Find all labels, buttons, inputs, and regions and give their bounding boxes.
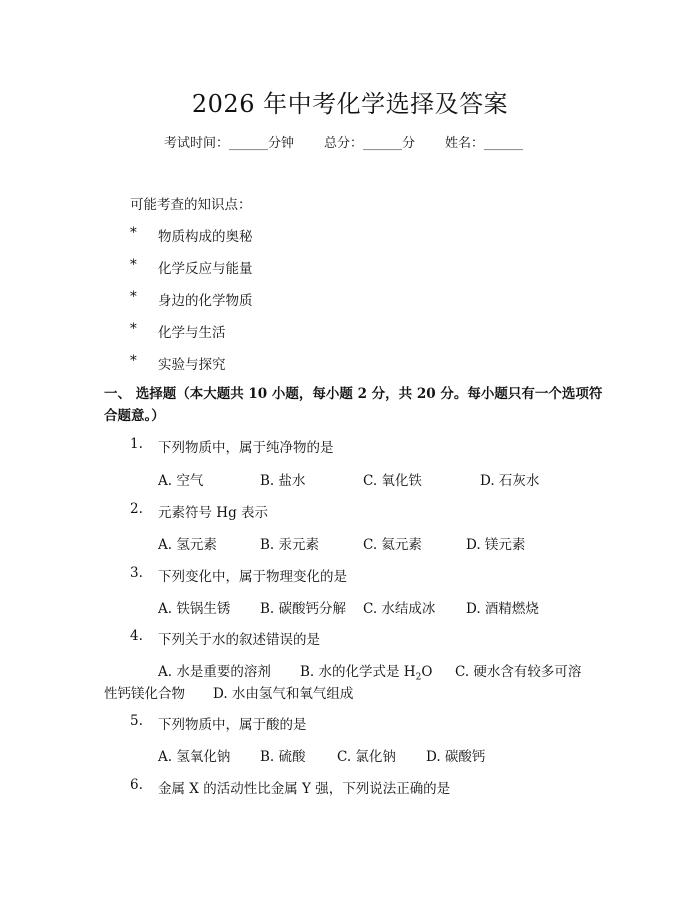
option-c: C. 氧化铁 [363,473,422,489]
knowledge-item: 化学与生活 [158,325,226,341]
option-c-continuation: 性钙镁化合物 [104,686,185,702]
question-number: 3. [130,565,143,581]
option-a: A. 水是重要的溶剂 [158,664,271,680]
bullet-marker: * [130,257,137,273]
question-text: 元素符号 Hg 表示 [158,505,268,521]
total-score-field: 总分：______分 [324,136,416,151]
question-text: 下列物质中，属于酸的是 [158,717,307,733]
option-b-text-tail: O [421,664,433,680]
option-d: D. 石灰水 [480,473,540,489]
option-b: B. 盐水 [260,473,306,489]
option-d: D. 碳酸钙 [426,749,486,765]
option-a: A. 氢氧化钠 [158,749,231,765]
option-d: D. 水由氢气和氧气组成 [213,686,354,702]
knowledge-item: 化学反应与能量 [158,261,253,277]
page-title: 2026 年中考化学选择及答案 [191,90,509,118]
exam-time-field: 考试时间：______分钟 [164,136,295,151]
knowledge-item: 实验与探究 [158,357,226,373]
option-d: D. 镁元素 [466,537,526,553]
bullet-marker: * [130,321,137,337]
question-number: 4. [130,628,143,644]
option-c: C. 水结成冰 [363,601,436,617]
subscript: 2 [415,672,422,683]
bullet-marker: * [130,289,137,305]
question-number: 5. [130,713,143,729]
option-a: A. 氢元素 [158,537,217,553]
knowledge-points-heading: 可能考查的知识点： [130,197,252,213]
question-text: 下列物质中，属于纯净物的是 [158,440,334,456]
question-text: 下列关于水的叙述错误的是 [158,632,320,648]
option-b-text: B. 水的化学式是 H [300,664,416,680]
option-c: C. 氦元素 [363,537,422,553]
name-field: 姓名：______ [445,136,524,151]
option-b: B. 汞元素 [260,537,320,553]
option-d: D. 酒精燃烧 [466,601,539,617]
option-a: A. 铁锅生锈 [158,601,231,617]
option-a: A. 空气 [158,473,204,489]
bullet-marker: * [130,353,137,369]
option-b: B. 硫酸 [260,749,306,765]
option-b: B. 碳酸钙分解 [260,601,347,617]
exam-info-line [164,132,523,151]
question-text: 下列变化中，属于物理变化的是 [158,569,347,585]
question-number: 1. [130,436,143,452]
question-number: 6. [130,777,143,793]
option-c: C. 氯化钠 [337,749,396,765]
option-c: C. 硬水含有较多可溶 [455,664,582,680]
bullet-marker: * [130,225,137,241]
option-b [300,660,432,683]
question-text: 金属 X 的活动性比金属 Y 强，下列说法正确的是 [158,781,451,797]
knowledge-item: 物质构成的奥秘 [158,229,253,245]
knowledge-item: 身边的化学物质 [158,293,253,309]
question-number: 2. [130,501,143,517]
section-heading: 一、 选择题（本大题共 10 小题，每小题 2 分，共 20 分。每小题只有一个选项符合题意。） [104,386,603,424]
